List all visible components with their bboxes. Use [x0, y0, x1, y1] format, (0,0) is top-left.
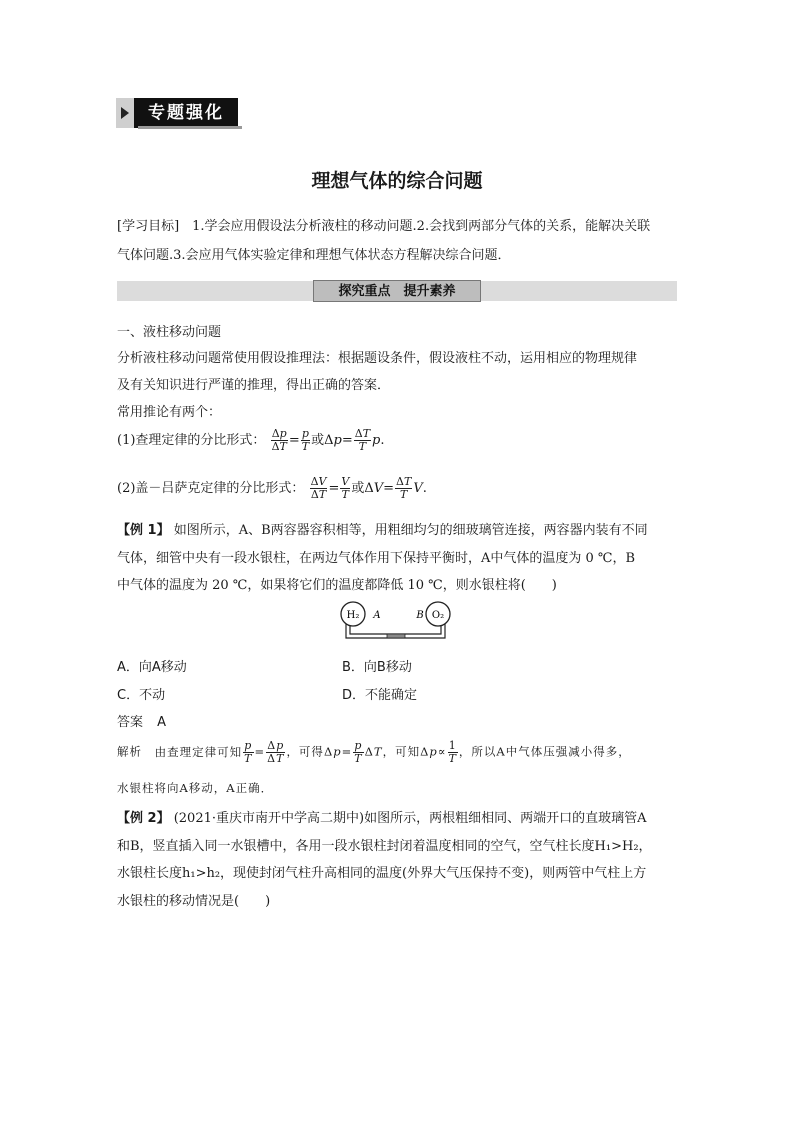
solution-text: ，所以A中气体压强减小得多， — [458, 744, 631, 759]
option-c: C．不动 — [117, 688, 166, 703]
formula-frac: $\frac{p}{T}$ — [354, 739, 363, 765]
example-1-label: 【例 1】 — [117, 523, 170, 538]
formula-frac: $\frac{\Delta p}{\Delta T}$ — [267, 739, 285, 765]
two-vessel-figure — [337, 598, 457, 644]
example-2-line-4: 水银柱的移动情况是( ) — [117, 894, 271, 909]
example-2-line-1 — [117, 807, 646, 826]
gas-b-label: O₂ — [431, 610, 445, 621]
goals-line-2: 气体问题.3.会应用气体实验定律和理想气体状态方程解决综合问题． — [117, 248, 511, 263]
solution-text: 由查理定律可知 — [154, 744, 243, 759]
example-2-label: 【例 2】 — [117, 811, 170, 826]
or-word: 或 — [351, 481, 365, 496]
or-word: 或 — [311, 433, 325, 448]
formula-frac: $\frac{\Delta p}{\Delta T}$ — [271, 427, 287, 453]
section-banner — [117, 281, 677, 301]
law-1-label: (1)查理定律的分比形式： — [117, 433, 266, 448]
section-tag — [116, 98, 236, 128]
vessel-b-label: B — [416, 610, 424, 621]
law-2: (2)盖－吕萨克定律的分比形式： $\frac{\Delta V}{\Delta T}$ = $\frac{V}{T}$ 或ΔV= $\frac{\Delta T}{T}$ V. — [117, 475, 427, 501]
law-1: (1)查理定律的分比形式： $\frac{\Delta p}{\Delta T}$ = $\frac{p}{T}$ 或Δp= $\frac{\Delta T}{T}$ p. — [117, 427, 385, 453]
vessel-a-label: A — [373, 610, 381, 621]
formula-frac: $\frac{\Delta T}{T}$ — [354, 427, 371, 453]
banner-label: 探究重点 提升素养 — [313, 280, 481, 302]
option-b: B．向B移动 — [342, 660, 412, 675]
formula-frac: $\frac{p}{T}$ — [244, 739, 253, 765]
page-title: 理想气体的综合问题 — [311, 170, 483, 192]
solution-text: ，可得 — [286, 744, 324, 759]
answer-label: 答案 — [117, 715, 144, 730]
example-1-text: 如图所示，A、B两容器容积相等，用粗细均匀的细玻璃管连接，两容器内装有不同 — [173, 523, 648, 538]
example-1-line-3: 中气体的温度为 20 ℃，如果将它们的温度都降低 10 ℃，则水银柱将( ) — [117, 578, 557, 593]
mercury-column — [387, 634, 405, 638]
solution-line-1: 解析 由查理定律可知 $\frac{p}{T}$ = $\frac{\Delta p}{\Delta T}$ ，可得Δp= $\frac{p}{T}$ ΔT，可知Δp∝ $\frac{1}{T}$ ，所以A中气体压强减小得多， — [117, 739, 631, 765]
formula-frac: $\frac{\Delta V}{\Delta T}$ — [310, 475, 327, 501]
law-2-label: (2)盖－吕萨克定律的分比形式： — [117, 481, 305, 496]
formula-frac: $\frac{\Delta T}{T}$ — [396, 475, 412, 501]
formula-frac: $\frac{V}{T}$ — [341, 475, 350, 501]
option-a: A．向A移动 — [117, 660, 187, 675]
example-1-line-2: 气体，细管中央有一段水银柱，在两边气体作用下保持平衡时，A中气体的温度为 0 ℃，B — [117, 551, 636, 566]
gas-a-label: H₂ — [346, 610, 360, 621]
solution-line-2: 水银柱将向A移动，A正确． — [117, 781, 274, 795]
solution-label: 解析 — [117, 744, 142, 759]
section-heading: 一、液柱移动问题 — [117, 325, 222, 340]
formula-frac: $\frac{1}{T}$ — [448, 739, 457, 765]
answer-value: A — [157, 715, 167, 730]
example-2-line-3: 水银柱长度h₁>h₂，现使封闭气柱升高相同的温度(外界大气压保持不变)，则两管中气柱上方 — [117, 866, 647, 881]
example-2-text: (2021·重庆市南开中学高二期中)如图所示，两根粗细相同、两端开口的直玻璃管A — [173, 811, 647, 826]
solution-text: ，可知 — [382, 744, 421, 759]
play-arrow-icon — [116, 98, 134, 128]
goals-line-1: [学习目标] 1.学会应用假设法分析液柱的移动问题.2.会找到两部分气体的关系，能解决关联 — [117, 219, 651, 234]
example-2-line-2: 和B，竖直插入同一水银槽中，各用一段水银柱封闭着温度相同的空气，空气柱长度H₁>H₂， — [117, 839, 652, 854]
section-tag-label: 专题强化 — [134, 98, 238, 128]
inference-intro: 常用推论有两个： — [117, 405, 222, 420]
formula-frac: $\frac{p}{T}$ — [301, 427, 310, 453]
section-para-line-1: 分析液柱移动问题常使用假设推理法：根据题设条件，假设液柱不动，运用相应的物理规律 — [117, 351, 638, 366]
section-para-line-2: 及有关知识进行严谨的推理，得出正确的答案． — [117, 378, 391, 393]
example-1-line-1 — [117, 519, 648, 538]
answer — [117, 711, 166, 730]
option-d: D．不能确定 — [342, 688, 418, 703]
tag-shadow — [138, 126, 242, 129]
